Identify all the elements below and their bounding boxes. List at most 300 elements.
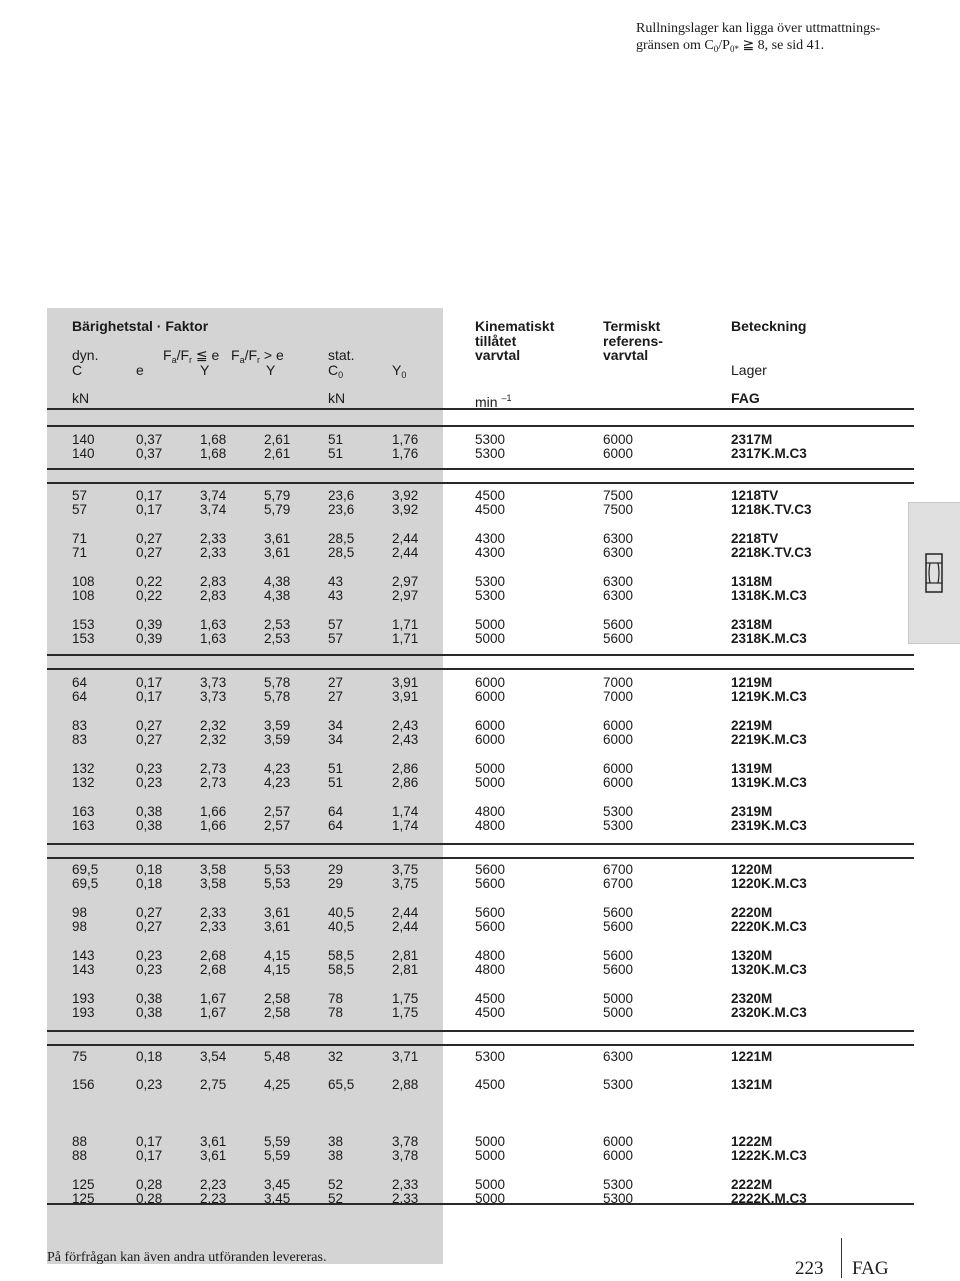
cell-designation: 2220K.M.C3	[731, 919, 807, 934]
cell-c-dyn: 83	[72, 718, 88, 733]
cell-y1: 1,67	[200, 1005, 227, 1020]
cell-designation: 2219K.M.C3	[731, 732, 807, 747]
cell-y1: 2,32	[200, 718, 227, 733]
cell-thermal-speed: 5600	[603, 948, 634, 963]
cell-kinematic-speed: 5000	[475, 1134, 506, 1149]
cell-thermal-speed: 5300	[603, 1177, 634, 1192]
page-divider	[841, 1238, 842, 1278]
cell-thermal-speed: 7500	[603, 488, 634, 503]
cell-y2: 3,61	[264, 919, 291, 934]
cell-c0: 64	[328, 804, 344, 819]
cell-y0: 2,44	[392, 531, 419, 546]
cell-y0: 2,33	[392, 1191, 419, 1206]
hdr-sub-a1: a	[171, 355, 177, 365]
cell-c0: 43	[328, 588, 344, 603]
cell-y0: 2,88	[392, 1077, 419, 1092]
table-row	[0, 689, 960, 704]
cell-y1: 1,63	[200, 617, 227, 632]
cell-y0: 2,43	[392, 732, 419, 747]
table-row	[0, 446, 960, 461]
cell-kinematic-speed: 4500	[475, 1005, 506, 1020]
cell-y1: 3,73	[200, 675, 227, 690]
cell-designation: 2318M	[731, 617, 773, 632]
hdr-sub-r1: r	[189, 355, 193, 365]
cell-thermal-speed: 6300	[603, 531, 634, 546]
cell-c-dyn: 125	[72, 1177, 95, 1192]
table-row	[0, 631, 960, 646]
cell-y0: 1,76	[392, 446, 419, 461]
cell-y1: 2,75	[200, 1077, 227, 1092]
cell-c-dyn: 156	[72, 1077, 95, 1092]
table-row	[0, 675, 960, 690]
cell-e: 0,37	[136, 446, 163, 461]
cell-kinematic-speed: 4300	[475, 545, 506, 560]
cell-kinematic-speed: 4800	[475, 818, 506, 833]
cell-c-dyn: 193	[72, 991, 95, 1006]
cell-y1: 1,63	[200, 631, 227, 646]
header-y1: Y	[200, 362, 210, 378]
table-row	[0, 1049, 960, 1064]
cell-y1: 3,61	[200, 1148, 227, 1163]
table-row	[0, 919, 960, 934]
cell-c-dyn: 64	[72, 675, 88, 690]
cell-y0: 2,44	[392, 545, 419, 560]
cell-c0: 23,6	[328, 488, 355, 503]
cell-c-dyn: 153	[72, 631, 95, 646]
cell-thermal-speed: 6000	[603, 1134, 634, 1149]
cell-e: 0,17	[136, 1134, 163, 1149]
cell-y2: 2,61	[264, 446, 291, 461]
hdr-le-e: ≦ e	[192, 347, 220, 363]
cell-kinematic-speed: 5000	[475, 775, 506, 790]
cell-designation: 1221M	[731, 1049, 773, 1064]
cell-designation: 2222K.M.C3	[731, 1191, 807, 1206]
table-row	[0, 862, 960, 877]
cell-thermal-speed: 6300	[603, 574, 634, 589]
cell-y0: 2,81	[392, 962, 419, 977]
cell-y1: 2,68	[200, 948, 227, 963]
table-row	[0, 876, 960, 891]
header-kinematic-3: varvtal	[475, 347, 521, 363]
cell-e: 0,23	[136, 1077, 163, 1092]
cell-c0: 57	[328, 617, 344, 632]
cell-e: 0,27	[136, 545, 163, 560]
table-row	[0, 905, 960, 920]
cell-designation: 2222M	[731, 1177, 773, 1192]
cell-designation: 2319K.M.C3	[731, 818, 807, 833]
cell-c0: 29	[328, 862, 344, 877]
cell-kinematic-speed: 4800	[475, 962, 506, 977]
cell-c0: 29	[328, 876, 344, 891]
cell-c0: 78	[328, 1005, 344, 1020]
cell-designation: 1318M	[731, 574, 773, 589]
cell-kinematic-speed: 6000	[475, 689, 506, 704]
cell-designation: 2218K.TV.C3	[731, 545, 812, 560]
cell-c-dyn: 143	[72, 962, 95, 977]
cell-y2: 3,59	[264, 718, 291, 733]
cell-c-dyn: 98	[72, 905, 88, 920]
cell-y2: 5,78	[264, 689, 291, 704]
section-rule	[47, 468, 914, 470]
cell-y0: 1,75	[392, 1005, 419, 1020]
cell-y2: 5,53	[264, 876, 291, 891]
cell-c-dyn: 108	[72, 574, 95, 589]
section-rule	[47, 425, 914, 427]
cell-thermal-speed: 6000	[603, 775, 634, 790]
header-y2: Y	[266, 362, 276, 378]
cell-y1: 3,58	[200, 876, 227, 891]
cell-kinematic-speed: 5300	[475, 574, 506, 589]
cell-c0: 78	[328, 991, 344, 1006]
cell-e: 0,38	[136, 818, 163, 833]
hdr-fr2: /F	[244, 347, 258, 363]
cell-thermal-speed: 5600	[603, 962, 634, 977]
hdr-sub-r2: r	[257, 355, 261, 365]
hdr-c0: C	[328, 362, 339, 378]
cell-c0: 34	[328, 718, 344, 733]
cell-y2: 3,45	[264, 1191, 291, 1206]
header-thermal-3: varvtal	[603, 347, 649, 363]
cell-c-dyn: 132	[72, 761, 95, 776]
cell-kinematic-speed: 5300	[475, 446, 506, 461]
table-row	[0, 588, 960, 603]
table-row	[0, 732, 960, 747]
hdr-min: min	[475, 394, 498, 410]
cell-e: 0,39	[136, 617, 163, 632]
cell-designation: 1219M	[731, 675, 773, 690]
cell-c0: 51	[328, 761, 344, 776]
section-rule	[47, 668, 914, 670]
page-number: 223	[795, 1258, 824, 1279]
cell-e: 0,18	[136, 1049, 163, 1064]
hdr-sub-a2: a	[239, 355, 245, 365]
cell-y0: 3,92	[392, 502, 419, 517]
header-dyn: dyn.	[72, 347, 99, 363]
cell-thermal-speed: 6000	[603, 718, 634, 733]
note-sub-1: 0	[713, 44, 719, 54]
cell-c0: 43	[328, 574, 344, 589]
cell-thermal-speed: 7000	[603, 675, 634, 690]
cell-y0: 3,78	[392, 1148, 419, 1163]
fatigue-note	[636, 20, 936, 58]
cell-y1: 2,23	[200, 1177, 227, 1192]
cell-c0: 51	[328, 432, 344, 447]
cell-e: 0,18	[136, 862, 163, 877]
cell-c-dyn: 88	[72, 1134, 88, 1149]
cell-y2: 5,78	[264, 675, 291, 690]
cell-c-dyn: 140	[72, 432, 95, 447]
cell-y1: 3,74	[200, 488, 227, 503]
cell-y2: 4,25	[264, 1077, 291, 1092]
cell-kinematic-speed: 5000	[475, 631, 506, 646]
header-designation: Beteckning	[731, 318, 807, 334]
table-row	[0, 718, 960, 733]
cell-e: 0,28	[136, 1177, 163, 1192]
cell-kinematic-speed: 5600	[475, 905, 506, 920]
cell-designation: 2320M	[731, 991, 773, 1006]
cell-designation: 1319M	[731, 761, 773, 776]
cell-designation: 1220K.M.C3	[731, 876, 807, 891]
cell-designation: 1318K.M.C3	[731, 588, 807, 603]
note-text-c: ≧ 8, se sid 41.	[738, 38, 825, 53]
table-row	[0, 948, 960, 963]
cell-c0: 52	[328, 1191, 344, 1206]
cell-thermal-speed: 6000	[603, 446, 634, 461]
footer-note: På förfrågan kan även andra utföranden levereras.	[47, 1250, 327, 1265]
cell-kinematic-speed: 4300	[475, 531, 506, 546]
cell-y2: 2,57	[264, 818, 291, 833]
cell-y2: 5,59	[264, 1148, 291, 1163]
cell-y1: 3,58	[200, 862, 227, 877]
cell-kinematic-speed: 4800	[475, 948, 506, 963]
cell-c0: 58,5	[328, 962, 355, 977]
cell-c-dyn: 57	[72, 488, 88, 503]
cell-designation: 1320M	[731, 948, 773, 963]
cell-kinematic-speed: 5000	[475, 1191, 506, 1206]
cell-kinematic-speed: 5600	[475, 919, 506, 934]
cell-e: 0,37	[136, 432, 163, 447]
cell-y0: 3,78	[392, 1134, 419, 1149]
cell-c0: 52	[328, 1177, 344, 1192]
table-row	[0, 545, 960, 560]
cell-y2: 3,61	[264, 545, 291, 560]
cell-designation: 2317K.M.C3	[731, 446, 807, 461]
cell-y1: 2,83	[200, 574, 227, 589]
cell-thermal-speed: 6000	[603, 1148, 634, 1163]
cell-y0: 2,97	[392, 574, 419, 589]
cell-kinematic-speed: 4500	[475, 488, 506, 503]
cell-y1: 2,23	[200, 1191, 227, 1206]
cell-y1: 1,68	[200, 432, 227, 447]
cell-y2: 5,48	[264, 1049, 291, 1064]
brand-logo-text: FAG	[852, 1258, 889, 1279]
cell-thermal-speed: 5000	[603, 1005, 634, 1020]
table-row	[0, 818, 960, 833]
table-row	[0, 488, 960, 503]
hdr-min-sup: –1	[501, 393, 512, 403]
cell-y0: 1,76	[392, 432, 419, 447]
header-bearing: Lager	[731, 362, 767, 378]
cell-e: 0,22	[136, 574, 163, 589]
cell-designation: 1319K.M.C3	[731, 775, 807, 790]
cell-y0: 2,97	[392, 588, 419, 603]
cell-c0: 65,5	[328, 1077, 355, 1092]
cell-y0: 3,75	[392, 862, 419, 877]
hdr-y0: Y	[392, 362, 402, 378]
cell-kinematic-speed: 4500	[475, 502, 506, 517]
header-load-rating-title: Bärighetstal · Faktor	[72, 318, 209, 334]
cell-designation: 1321M	[731, 1077, 773, 1092]
cell-y1: 2,32	[200, 732, 227, 747]
cell-c-dyn: 143	[72, 948, 95, 963]
cell-thermal-speed: 5600	[603, 905, 634, 920]
table-row	[0, 1134, 960, 1149]
cell-c-dyn: 69,5	[72, 862, 99, 877]
cell-e: 0,38	[136, 991, 163, 1006]
cell-y2: 2,58	[264, 1005, 291, 1020]
cell-designation: 2319M	[731, 804, 773, 819]
cell-y1: 2,68	[200, 962, 227, 977]
section-rule	[47, 1030, 914, 1032]
table-row	[0, 962, 960, 977]
cell-thermal-speed: 5600	[603, 919, 634, 934]
cell-y0: 1,71	[392, 617, 419, 632]
cell-y1: 2,33	[200, 545, 227, 560]
cell-thermal-speed: 6000	[603, 732, 634, 747]
cell-e: 0,38	[136, 804, 163, 819]
cell-y0: 2,33	[392, 1177, 419, 1192]
hdr-f2: F	[231, 347, 240, 363]
table-row	[0, 1148, 960, 1163]
header-unit-kn-1: kN	[72, 390, 90, 406]
cell-c0: 34	[328, 732, 344, 747]
cell-c-dyn: 140	[72, 446, 95, 461]
cell-c-dyn: 64	[72, 689, 88, 704]
cell-kinematic-speed: 5000	[475, 1148, 506, 1163]
cell-designation: 2219M	[731, 718, 773, 733]
cell-thermal-speed: 6000	[603, 432, 634, 447]
cell-y1: 2,73	[200, 761, 227, 776]
cell-y1: 1,68	[200, 446, 227, 461]
cell-y0: 2,86	[392, 761, 419, 776]
cell-e: 0,23	[136, 948, 163, 963]
cell-thermal-speed: 6300	[603, 1049, 634, 1064]
cell-thermal-speed: 5300	[603, 804, 634, 819]
hdr-gt-e: > e	[260, 347, 284, 363]
cell-designation: 1320K.M.C3	[731, 962, 807, 977]
cell-thermal-speed: 5600	[603, 631, 634, 646]
cell-e: 0,23	[136, 775, 163, 790]
cell-kinematic-speed: 4800	[475, 804, 506, 819]
cell-y0: 2,81	[392, 948, 419, 963]
header-fa-fr-le-e	[163, 347, 219, 368]
cell-c-dyn: 163	[72, 818, 95, 833]
cell-y1: 2,33	[200, 531, 227, 546]
cell-designation: 2317M	[731, 432, 773, 447]
cell-y2: 2,58	[264, 991, 291, 1006]
cell-designation: 2218TV	[731, 531, 779, 546]
cell-thermal-speed: 6300	[603, 545, 634, 560]
cell-c-dyn: 125	[72, 1191, 95, 1206]
cell-e: 0,18	[136, 876, 163, 891]
cell-y2: 3,59	[264, 732, 291, 747]
table-row	[0, 1077, 960, 1092]
header-thermal-1: Termiskt	[603, 318, 661, 334]
cell-y2: 5,59	[264, 1134, 291, 1149]
cell-c-dyn: 98	[72, 919, 88, 934]
cell-y0: 2,44	[392, 905, 419, 920]
cell-y2: 5,53	[264, 862, 291, 877]
cell-c-dyn: 71	[72, 531, 88, 546]
cell-y2: 2,53	[264, 631, 291, 646]
note-text-a: gränsen om C	[636, 38, 714, 53]
cell-y2: 3,61	[264, 531, 291, 546]
cell-thermal-speed: 5000	[603, 991, 634, 1006]
cell-y2: 2,57	[264, 804, 291, 819]
cell-c-dyn: 163	[72, 804, 95, 819]
cell-c-dyn: 108	[72, 588, 95, 603]
table-row	[0, 804, 960, 819]
cell-c-dyn: 83	[72, 732, 88, 747]
cell-thermal-speed: 6700	[603, 876, 634, 891]
header-unit-min	[475, 390, 511, 410]
section-rule	[47, 1044, 914, 1046]
cell-designation: 1219K.M.C3	[731, 689, 807, 704]
cell-y2: 3,61	[264, 905, 291, 920]
cell-y2: 4,38	[264, 588, 291, 603]
note-sub-2: 0*	[729, 44, 739, 54]
cell-c-dyn: 193	[72, 1005, 95, 1020]
cell-y1: 3,73	[200, 689, 227, 704]
cell-e: 0,17	[136, 1148, 163, 1163]
table-row	[0, 574, 960, 589]
table-row	[0, 617, 960, 632]
header-c0	[328, 362, 343, 383]
table-row	[0, 1005, 960, 1020]
cell-kinematic-speed: 5300	[475, 432, 506, 447]
cell-y2: 4,15	[264, 962, 291, 977]
cell-y1: 2,83	[200, 588, 227, 603]
cell-c-dyn: 153	[72, 617, 95, 632]
cell-c0: 57	[328, 631, 344, 646]
cell-designation: 1222M	[731, 1134, 773, 1149]
section-rule	[47, 843, 914, 845]
cell-thermal-speed: 6000	[603, 761, 634, 776]
cell-thermal-speed: 5300	[603, 1077, 634, 1092]
cell-e: 0,23	[136, 962, 163, 977]
cell-thermal-speed: 7000	[603, 689, 634, 704]
cell-y1: 1,67	[200, 991, 227, 1006]
cell-designation: 1220M	[731, 862, 773, 877]
cell-y1: 1,66	[200, 804, 227, 819]
cell-designation: 1218TV	[731, 488, 779, 503]
cell-y0: 2,44	[392, 919, 419, 934]
cell-e: 0,27	[136, 919, 163, 934]
header-brand: FAG	[731, 390, 760, 406]
section-rule	[47, 482, 914, 484]
cell-c-dyn: 69,5	[72, 876, 99, 891]
cell-y1: 2,33	[200, 919, 227, 934]
cell-e: 0,39	[136, 631, 163, 646]
cell-y0: 3,75	[392, 876, 419, 891]
header-y0	[392, 362, 406, 383]
cell-c-dyn: 132	[72, 775, 95, 790]
header-stat: stat.	[328, 347, 355, 363]
cell-e: 0,17	[136, 689, 163, 704]
cell-kinematic-speed: 4500	[475, 1077, 506, 1092]
cell-y0: 3,71	[392, 1049, 419, 1064]
cell-y2: 2,61	[264, 432, 291, 447]
table-row	[0, 761, 960, 776]
cell-y0: 1,71	[392, 631, 419, 646]
section-rule	[47, 857, 914, 859]
table-row	[0, 531, 960, 546]
cell-thermal-speed: 7500	[603, 502, 634, 517]
cell-c0: 27	[328, 675, 344, 690]
cell-thermal-speed: 5300	[603, 818, 634, 833]
header-e: e	[136, 362, 144, 378]
header-unit-kn-2: kN	[328, 390, 346, 406]
cell-thermal-speed: 5600	[603, 617, 634, 632]
cell-thermal-speed: 5300	[603, 1191, 634, 1206]
cell-c-dyn: 75	[72, 1049, 88, 1064]
cell-y2: 4,38	[264, 574, 291, 589]
cell-y0: 3,91	[392, 689, 419, 704]
cell-designation: 2318K.M.C3	[731, 631, 807, 646]
cell-y2: 4,15	[264, 948, 291, 963]
cell-kinematic-speed: 5000	[475, 1177, 506, 1192]
cell-kinematic-speed: 5000	[475, 761, 506, 776]
